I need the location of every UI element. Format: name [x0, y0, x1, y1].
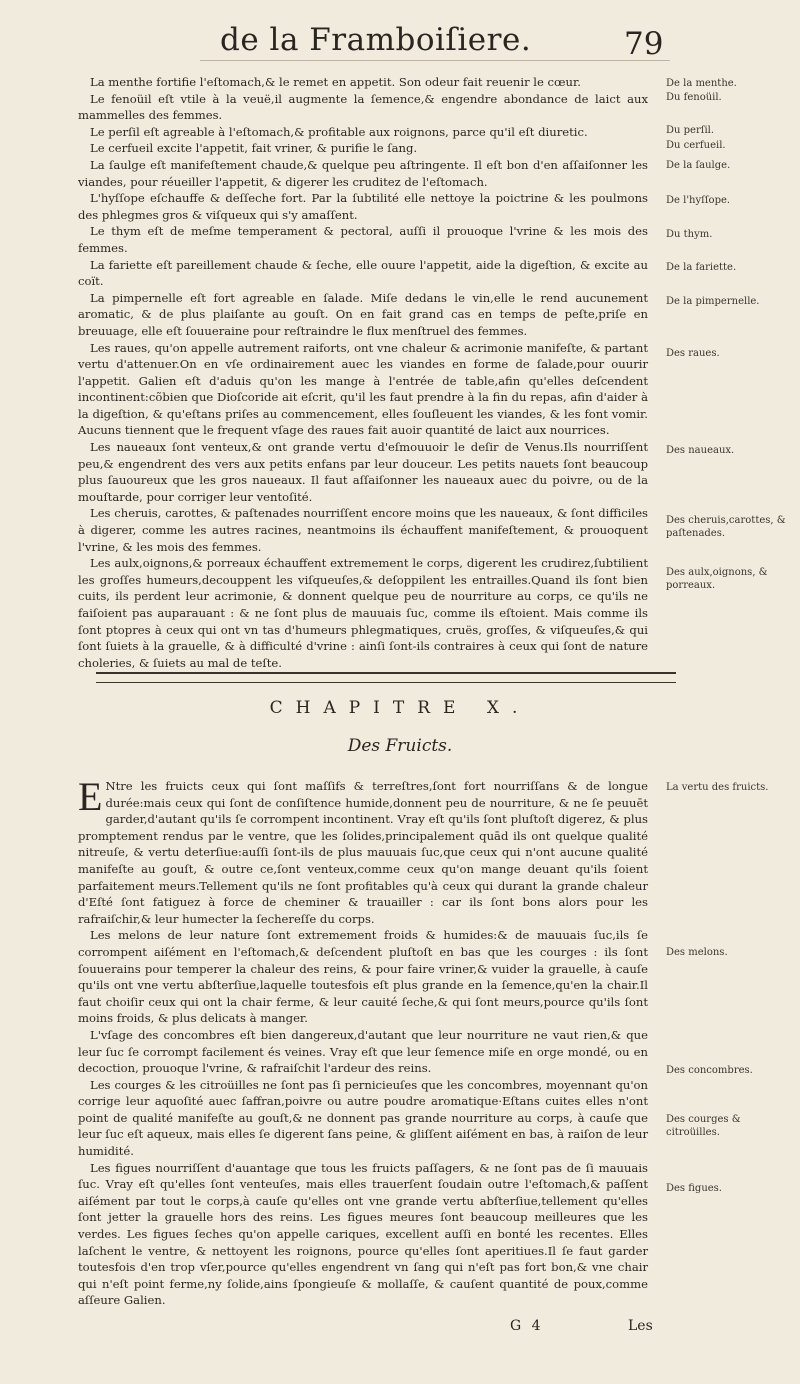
paragraph: La menthe fortifie l'eſtomach,& le remet en appetit. Son odeur fait reuenir le cœur.	[90, 75, 581, 89]
paragraph	[78, 774, 648, 927]
margin-note: De l'hyſſope.	[666, 195, 731, 206]
paragraph: Le cerfueil excite l'appetit, fait vriner, & purifie le ſang.	[90, 141, 418, 156]
chapter-heading: CHAPITRE X.	[269, 698, 531, 718]
paragraph: L'hyſſope eſchauffe & deſſeche fort. Par la ſubtilité elle nettoye la poictrine & les poulmons des phlegmes gros & viſqueux qui s'y amaſſent.	[78, 191, 648, 222]
margin-note: Des naueaux.	[666, 445, 735, 456]
paragraph: Les melons de leur nature ſont extremement froids & humides:& de mauuais ſuc,ils ſe corrompent aiſément en l'eſtomach,& deſcendent pluſtoſt en bas que les courges : ils ſont ſouuerains pour temperer la chaleur des reins, & pour faire vriner,& vuider la grauelle, à cauſe qu'ils ont vne vertu abſterſiue,laquelle toutesfois eſt plus grande en la ſemence,qu'en la chair.Il faut choiſir ceux qui ont la chair ferme, & leur cauité ſeche,& qui ſont meurs,pource qu'ils ſont moins froids, & plus delicats à manger.	[78, 928, 648, 1026]
margin-note: De la ſaulge.	[666, 160, 731, 171]
paragraph: Le thym eſt de meſme temperament & pectoral, auſſi il prouoque l'vrine & les mois des femmes.	[78, 224, 648, 255]
margin-note: Du fenoüil.	[666, 92, 722, 103]
header-rule	[200, 60, 670, 61]
margin-note: Des cheruis,carottes, & paſtenades.	[666, 515, 786, 539]
margin-note: Des figues.	[666, 1183, 722, 1194]
catchword: Les	[628, 1318, 653, 1334]
margin-note: Du cerfueil.	[666, 140, 726, 151]
margin-note: De la menthe.	[666, 78, 737, 89]
signature-mark: G 4	[510, 1318, 544, 1334]
paragraph: La ſaulge eſt manifeſtement chaude,& quelque peu aſtringente. Il eſt bon d'en aſſaiſonner les viandes, pour réueiller l'appetit, & digerer les cruditez de l'eſtomach.	[78, 157, 648, 189]
drop-cap: E	[78, 774, 103, 819]
margin-note: La vertu des fruicts.	[666, 782, 769, 793]
paragraph: Les cheruis, carottes, & paſtenades nourriſſent encore moins que les naueaux, & ſont difficiles à digerer, comme les autres racines, neantmoins ils échauffent manifeſtement, & prouoquent l'vrine, & les mois des femmes.	[78, 506, 648, 554]
paragraph: Les naueaux ſont venteux,& ont grande vertu d'eſmouuoir le deſir de Venus.Ils nourriſſent peu,& engendrent des vers aux petits enfans par leur douceur. Les petits nauets ſont beaucoup plus ſauoureux que les gros naueaux. Il faut aſſaiſonner les naueaux auec du poivre, ou de la mouſtarde, pour corriger leur ventoſité.	[78, 440, 648, 504]
paragraph: L'vſage des concombres eſt bien dangereux,d'autant que leur nourriture ne vaut rien,& que leur ſuc ſe corrompt facilement és veines. Vray eſt que leur ſemence miſe en orge mondé, ou en decoction, prouoque l'vrine, & rafraiſchit l'ardeur des reins.	[78, 1027, 648, 1076]
margin-note: Des concombres.	[666, 1065, 753, 1076]
body-text-top	[78, 74, 648, 671]
paragraph: Les figues nourriſſent d'auantage que tous les fruicts paſſagers, & ne ſont pas de ſi mauuais ſuc. Vray eſt qu'elles ſont venteuſes, mais elles trauerſent ſoudain outre l'eſtomach,& paſſent aiſément par tout le corps,à cauſe qu'elles ont vne grande vertu abſterſiue,tellement qu'elles ſont jetter la grauelle hors des reins. Les figues meures ſont beaucoup meilleures que les verdes. Les figues ſeches qu'on appelle cariques, excellent auſſi en bonté les recentes. Elles laſchent le ventre, & nettoyent les roignons, pource qu'elles ſont aperitiues.Il ſe faut garder toutesfois d'en trop vſer,pource qu'elles engendrent vn ſang qui n'eſt pas fort bon,& vne chair qui n'eſt point ferme,ny ſolide,ains ſpongieuſe & mollaſſe, & cauſent quantité de poux,comme aſſeure Galien.	[78, 1160, 648, 1308]
running-title: de la Framboiſiere.	[220, 22, 532, 58]
body-text-bottom	[78, 774, 648, 1309]
paragraph: Les aulx,oignons,& porreaux échauffent extremement le corps, digerent les crudirez,ſubtilient les groſſes humeurs,decouppent les viſqueuſes,& deſoppilent les entrailles.Quand ils ſont bien cuits, ils perdent leur acrimonie, & donnent quelque peu de nourriture au corps, ce qu'ils ne faiſoient pas auparauant : & ne ſont plus de mauuais ſuc, comme ils eſtoient. Mais comme ils ſont ptopres à ceux qui ont vn tas d'humeurs phlegmatiques, cruës, groſſes, & viſqueuſes,& qui ſont ſuiets à la grauelle, & à difficulté d'vrine : ainſi ſont-ils contraires à ceux qui ſont de nature choleries, & ſuiets au mal de teſte.	[78, 556, 648, 670]
paragraph: La fariette eſt pareillement chaude & ſeche, elle ouure l'appetit, aide la digeſtion, & excite au coït.	[78, 257, 648, 289]
margin-note: Du perſil.	[666, 125, 715, 136]
margin-note: Des aulx,oignons, & porreaux.	[666, 567, 768, 591]
chapter-subtitle: Des Fruicts.	[347, 736, 453, 756]
margin-note: Du thym.	[666, 229, 713, 240]
margin-note: De la pimpernelle.	[666, 296, 760, 307]
page-number: 79	[624, 26, 664, 62]
paragraph: Le perſil eſt agreable à l'eſtomach,& profitable aux roignons, parce qu'il eſt diuretic.	[90, 124, 588, 139]
paragraph: Les raues, qu'on appelle autrement raiforts, ont vne chaleur & acrimonie manifeſte, & partant vertu d'attenuer.On en vſe ordinairement auec les viandes en forme de ſalade,pour ouurir l'appetit. Galien eſt d'aduis qu'on les mange à l'entrée de table,afin qu'elles deſcendent incontinent:cõbien que Dioſcoride ait eſcrit, qu'il les faut prendre à la fin du repas, afin d'aider à la digeſtion, & qu'eſtans priſes au commencement, elles ſouſleuent les viandes, & les font vomir. Aucuns tiennent que le frequent vſage des raues fait auoir quantité de laict aux nourrices.	[78, 340, 648, 438]
margin-note: Des raues.	[666, 348, 720, 359]
margin-note: Des courges & citroüilles.	[666, 1114, 741, 1138]
ornamental-rule	[96, 672, 676, 683]
margin-note: De la fariette.	[666, 262, 737, 273]
margin-note: Des melons.	[666, 947, 728, 958]
paragraph: Le fenoüil eſt vtile à la veuë,il augmente la ſemence,& engendre abondance de laict aux mammelles des femmes.	[78, 91, 648, 123]
paragraph: La pimpernelle eſt fort agreable en ſalade. Miſe dedans le vin,elle le rend aucunement aromatic, & de plus plaiſante au gouſt. On en fait grand cas en temps de peſte,priſe en breuuage, elle eſt ſouueraine pour reſtraindre le flux menſtruel des femmes.	[78, 290, 648, 338]
paragraph: Les courges & les citroüilles ne ſont pas ſi pernicieuſes que les concombres, moyennant qu'on corrige leur aquoſité auec ſaffran,poivre ou autre poudre aromatique·Eſtans cuites elles n'ont point de qualité manifeſte au gouſt,& ne donnent pas grande nourriture au corps, à cauſe que leur ſuc eſt aqueux, mais elles ſe digerent ſans peine, & gliſſent aiſément en bas, à raiſon de leur humidité.	[78, 1077, 648, 1159]
paragraph-text: Ntre les fruicts ceux qui ſont maſſifs & terreſtres,ſont fort nourriſſans & de longue durée:mais ceux qui ſont de conſiſtence humide,donnent peu de nourriture, & ne ſe peuuēt garder,d'autant qu'ils ſe corrompent incontinent. Vray eſt qu'ils ſont pluſtoſt digerez, & plus promptement rendus par le ventre, que les ſolides,principalement quād ils ont quelque qualité nitreuſe, & vertu deterſiue:auſſi ſont-ils de plus mauuais ſuc,que ceux qui n'ont aucune qualité manifeſte au gouſt, & outre ce,ſont venteux,comme ceux qu'on mange deuant qu'ils ſoient parfaitement meurs.Tellement qu'ils ne ſont profitables qu'à ceux qui durant la grande chaleur d'Eſté ſont fatiguez à force de cheminer & trauailler : car ils ſont bons alors pour les rafraiſchir,& leur humecter la ſechereſſe du corps.	[78, 779, 648, 926]
